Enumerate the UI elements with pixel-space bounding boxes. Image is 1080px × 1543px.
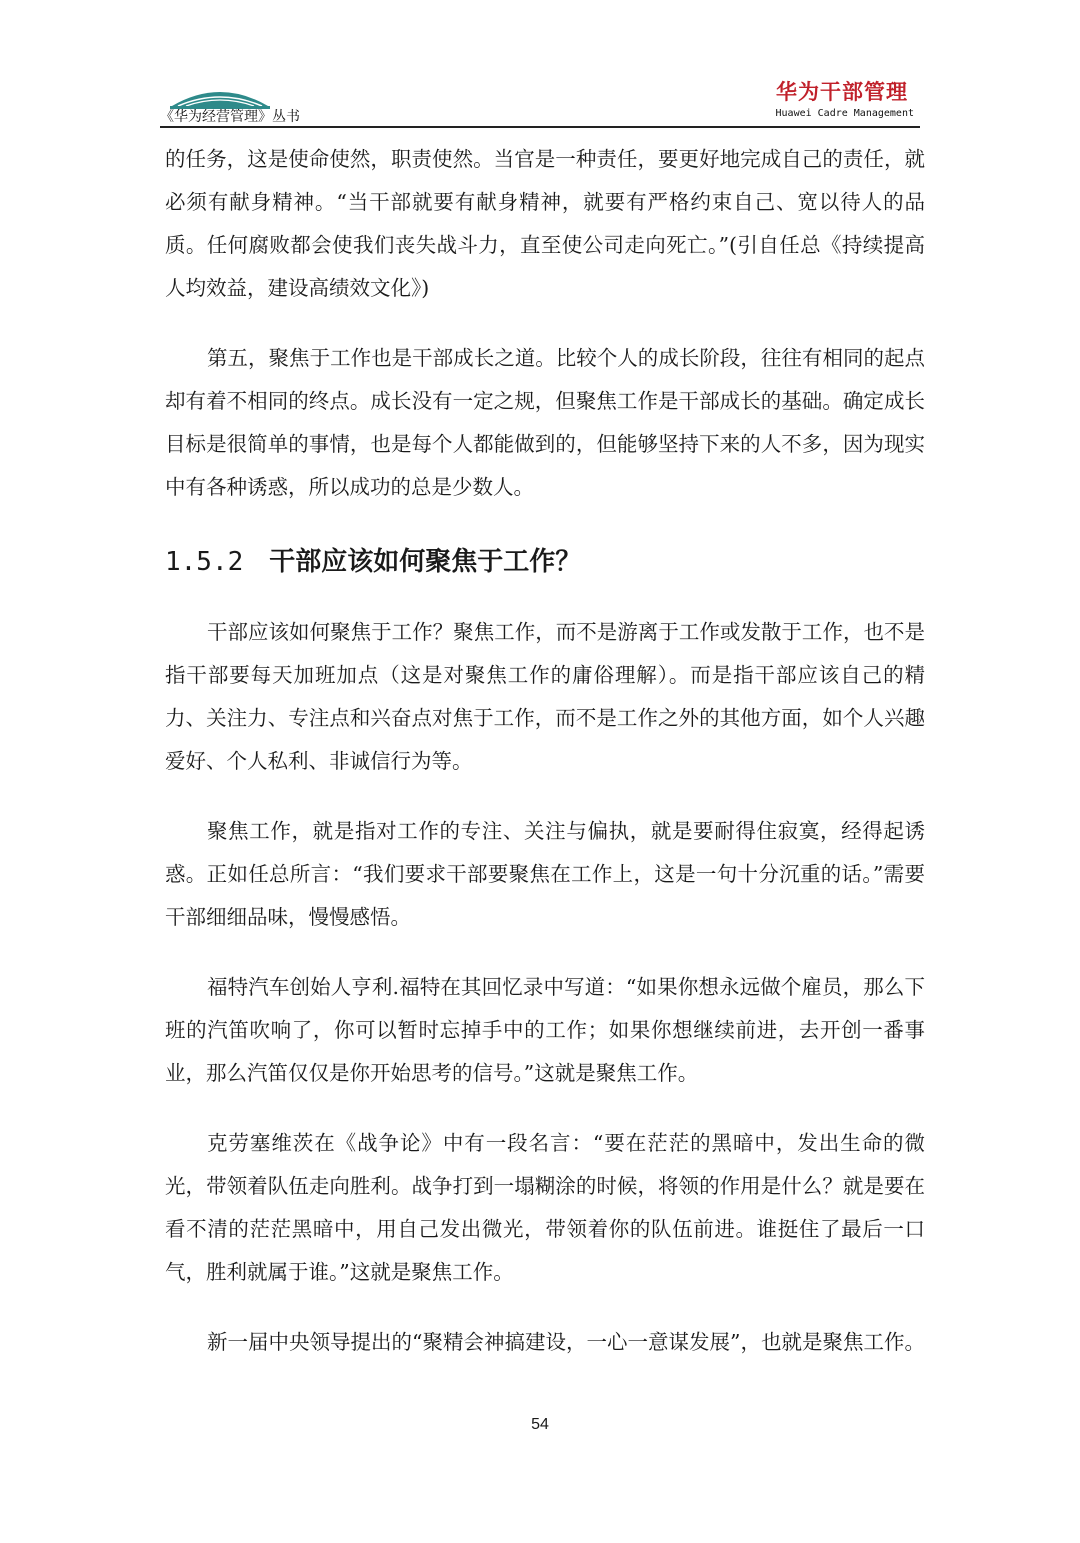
paragraph-2: 第五，聚焦于工作也是干部成长之道。比较个人的成长阶段，往往有相同的起点却有着不相同的终点。成长没有一定之规，但聚焦工作是干部成长的基础。确定成长目标是很简单的事情，也是每个人都能做到的，但能够坚持下来的人不多，因为现实中有各种诱惑，所以成功的总是少数人。 <box>165 346 925 499</box>
paragraph-gap <box>165 1294 925 1321</box>
section-gap <box>165 587 925 611</box>
section-number: 1.5.2 <box>165 547 244 577</box>
page-content <box>165 138 925 1364</box>
paragraph-gap <box>165 939 925 966</box>
paragraph-5: 福特汽车创始人亨利.福特在其回忆录中写道：“如果你想永远做个雇员，那么下班的汽笛吹响了，你可以暂时忘掉手中的工作；如果你想继续前进，去开创一番事业，那么汽笛仅仅是你开始思考的信号。”这就是聚焦工作。 <box>165 975 925 1085</box>
brand-subtitle: Huawei Cadre Management <box>775 108 914 119</box>
section-title: 干部应该如何聚焦于工作？ <box>269 547 582 577</box>
page-number: 54 <box>531 1416 549 1433</box>
series-title: 《华为经营管理》丛书 <box>160 109 300 125</box>
header-divider <box>160 126 920 128</box>
paragraph-7: 新一届中央领导提出的“聚精会神搞建设，一心一意谋发展”，也就是聚焦工作。 <box>207 1330 925 1354</box>
section-heading <box>165 537 925 587</box>
page-header <box>160 70 920 130</box>
paragraph-gap <box>165 783 925 810</box>
paragraph-gap <box>165 1095 925 1122</box>
paragraph-4: 聚焦工作，就是指对工作的专注、关注与偏执，就是要耐得住寂寞，经得起诱惑。正如任总所言：“我们要求干部要聚焦在工作上，这是一句十分沉重的话。”需要干部细细品味，慢慢感悟。 <box>165 819 925 929</box>
section-gap <box>165 509 925 537</box>
paragraph-6: 克劳塞维茨在《战争论》中有一段名言：“要在茫茫的黑暗中，发出生命的微光，带领着队伍走向胜利。战争打到一塌糊涂的时候，将领的作用是什么？就是要在看不清的茫茫黑暗中，用自己发出微光，带领着你的队伍前进。谁挺住了最后一口气，胜利就属于谁。”这就是聚焦工作。 <box>165 1131 925 1284</box>
brand-title: 华为干部管理 <box>776 80 908 104</box>
paragraph-gap <box>165 310 925 337</box>
paragraph-3: 干部应该如何聚焦于工作？聚焦工作，而不是游离于工作或发散于工作，也不是指干部要每天加班加点（这是对聚焦工作的庸俗理解）。而是指干部应该自己的精力、关注力、专注点和兴奋点对焦于工作，而不是工作之外的其他方面，如个人兴趣爱好、个人私利、非诚信行为等。 <box>165 620 925 773</box>
paragraph-1: 的任务，这是使命使然，职责使然。当官是一种责任，要更好地完成自己的责任，就必须有献身精神。“当干部就要有献身精神，就要有严格约束自己、宽以待人的品质。任何腐败都会使我们丧失战斗力，直至使公司走向死亡。”(引自任总《持续提高人均效益，建设高绩效文化》) <box>165 147 925 300</box>
